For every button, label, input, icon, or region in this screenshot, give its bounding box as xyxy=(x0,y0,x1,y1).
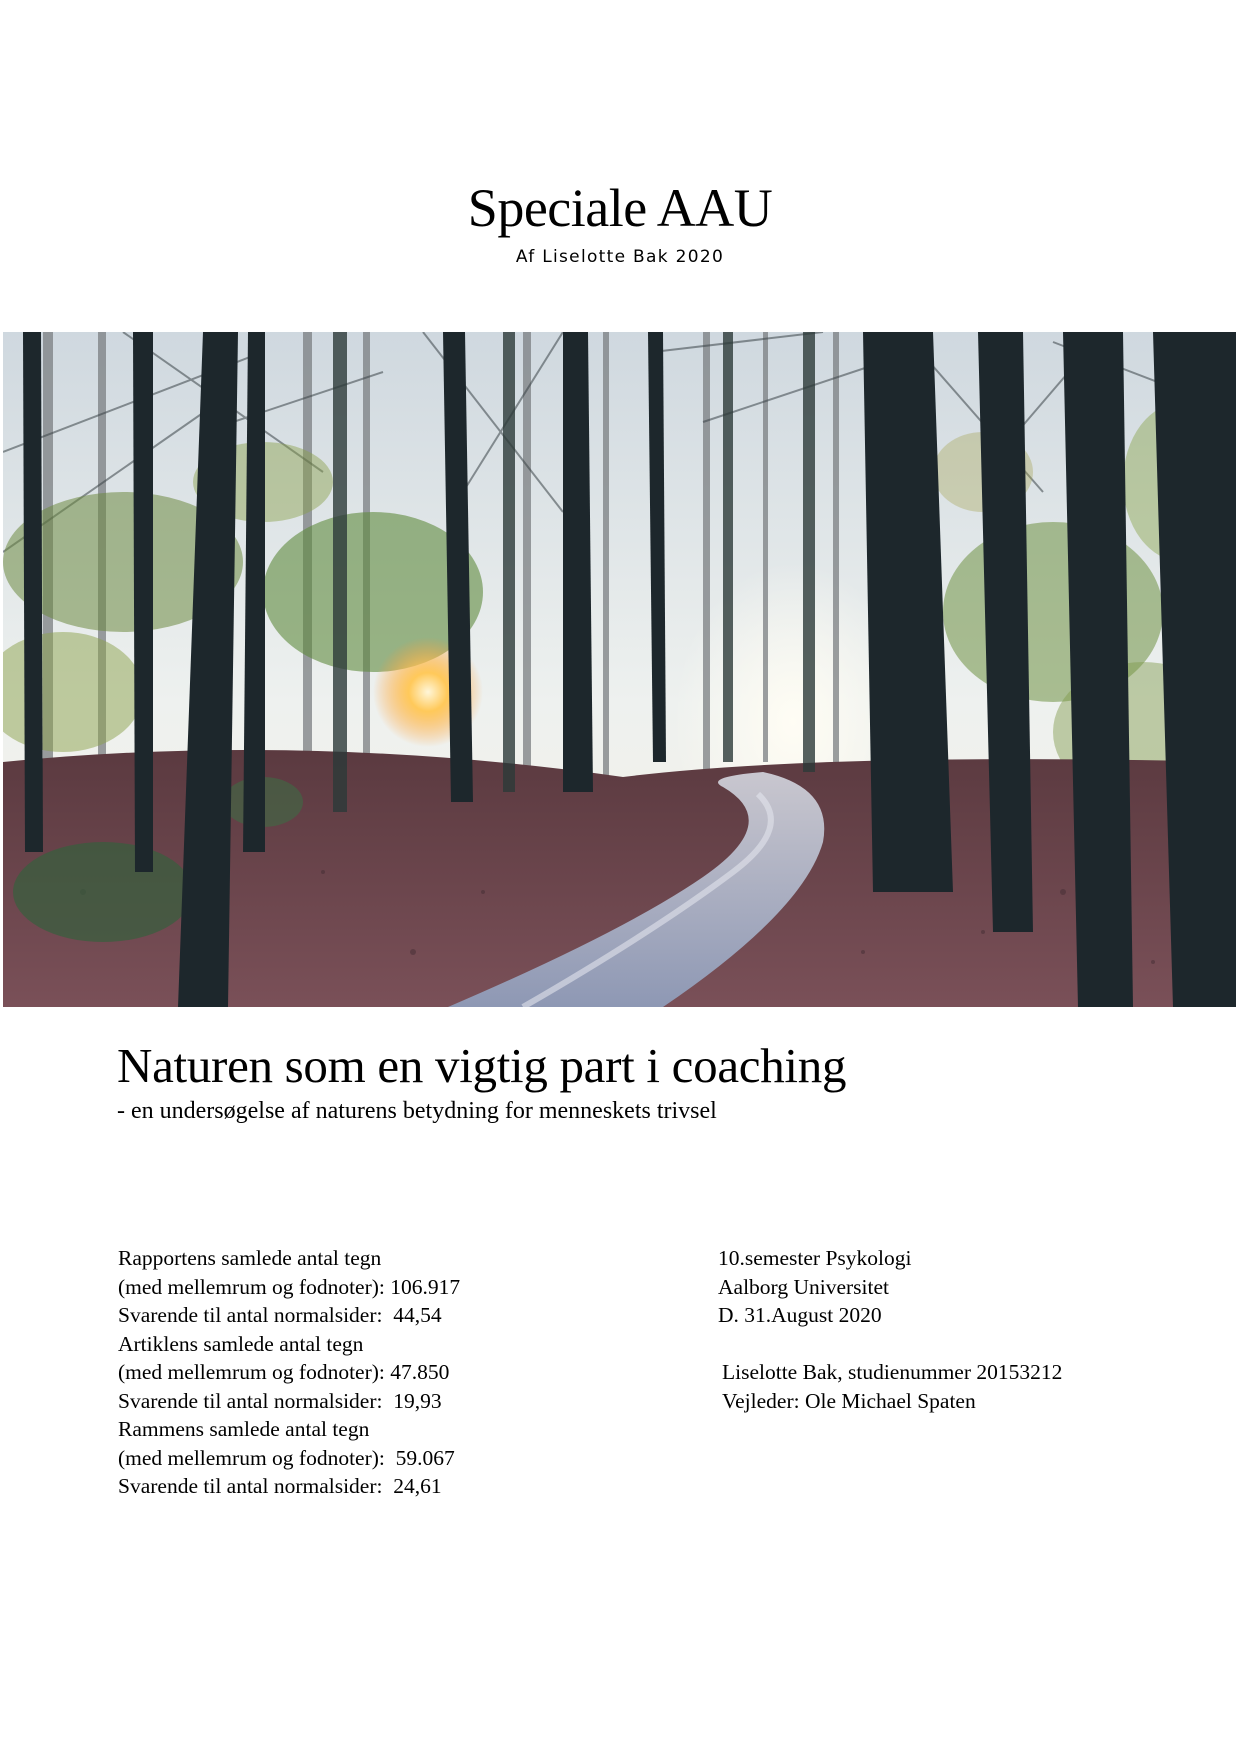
document-header-title: Speciale AAU xyxy=(467,178,773,238)
student-label: Liselotte Bak, studienummer 20153212 xyxy=(722,1360,1063,1384)
thesis-subtitle: - en undersøgelse af naturens betydning for menneskets trivsel xyxy=(117,1098,717,1124)
character-count-block xyxy=(118,1244,460,1501)
spacer xyxy=(718,1330,1062,1359)
stats-line-article-count: (med mellemrum og fodnoter): 47.850 xyxy=(118,1360,450,1384)
stats-line-frame-count: (med mellemrum og fodnoter): 59.067 xyxy=(118,1445,455,1470)
forest-illustration xyxy=(3,332,1236,1007)
supervisor-label: Vejleder: Ole Michael Spaten xyxy=(722,1388,976,1413)
thesis-meta-block xyxy=(718,1244,1062,1415)
cover-photo-forest-path xyxy=(3,332,1236,1007)
semester-label: 10.semester Psykologi xyxy=(718,1246,912,1270)
university-label: Aalborg Universitet xyxy=(718,1274,889,1299)
author-byline: Af Liselotte Bak 2020 xyxy=(515,247,725,267)
stats-line-report-pages: Svarende til antal normalsider: 44,54 xyxy=(118,1303,442,1327)
stats-line-frame-heading: Rammens samlede antal tegn xyxy=(118,1417,370,1441)
stats-line-report-heading: Rapportens samlede antal tegn xyxy=(118,1246,382,1270)
stats-line-article-heading: Artiklens samlede antal tegn xyxy=(118,1331,364,1356)
thesis-title: Naturen som en vigtig part i coaching xyxy=(117,1038,847,1093)
stats-line-article-pages: Svarende til antal normalsider: 19,93 xyxy=(118,1388,442,1413)
date-label: D. 31.August 2020 xyxy=(718,1303,882,1327)
stats-line-report-count: (med mellemrum og fodnoter): 106.917 xyxy=(118,1274,461,1299)
stats-line-frame-pages: Svarende til antal normalsider: 24,61 xyxy=(118,1474,442,1498)
